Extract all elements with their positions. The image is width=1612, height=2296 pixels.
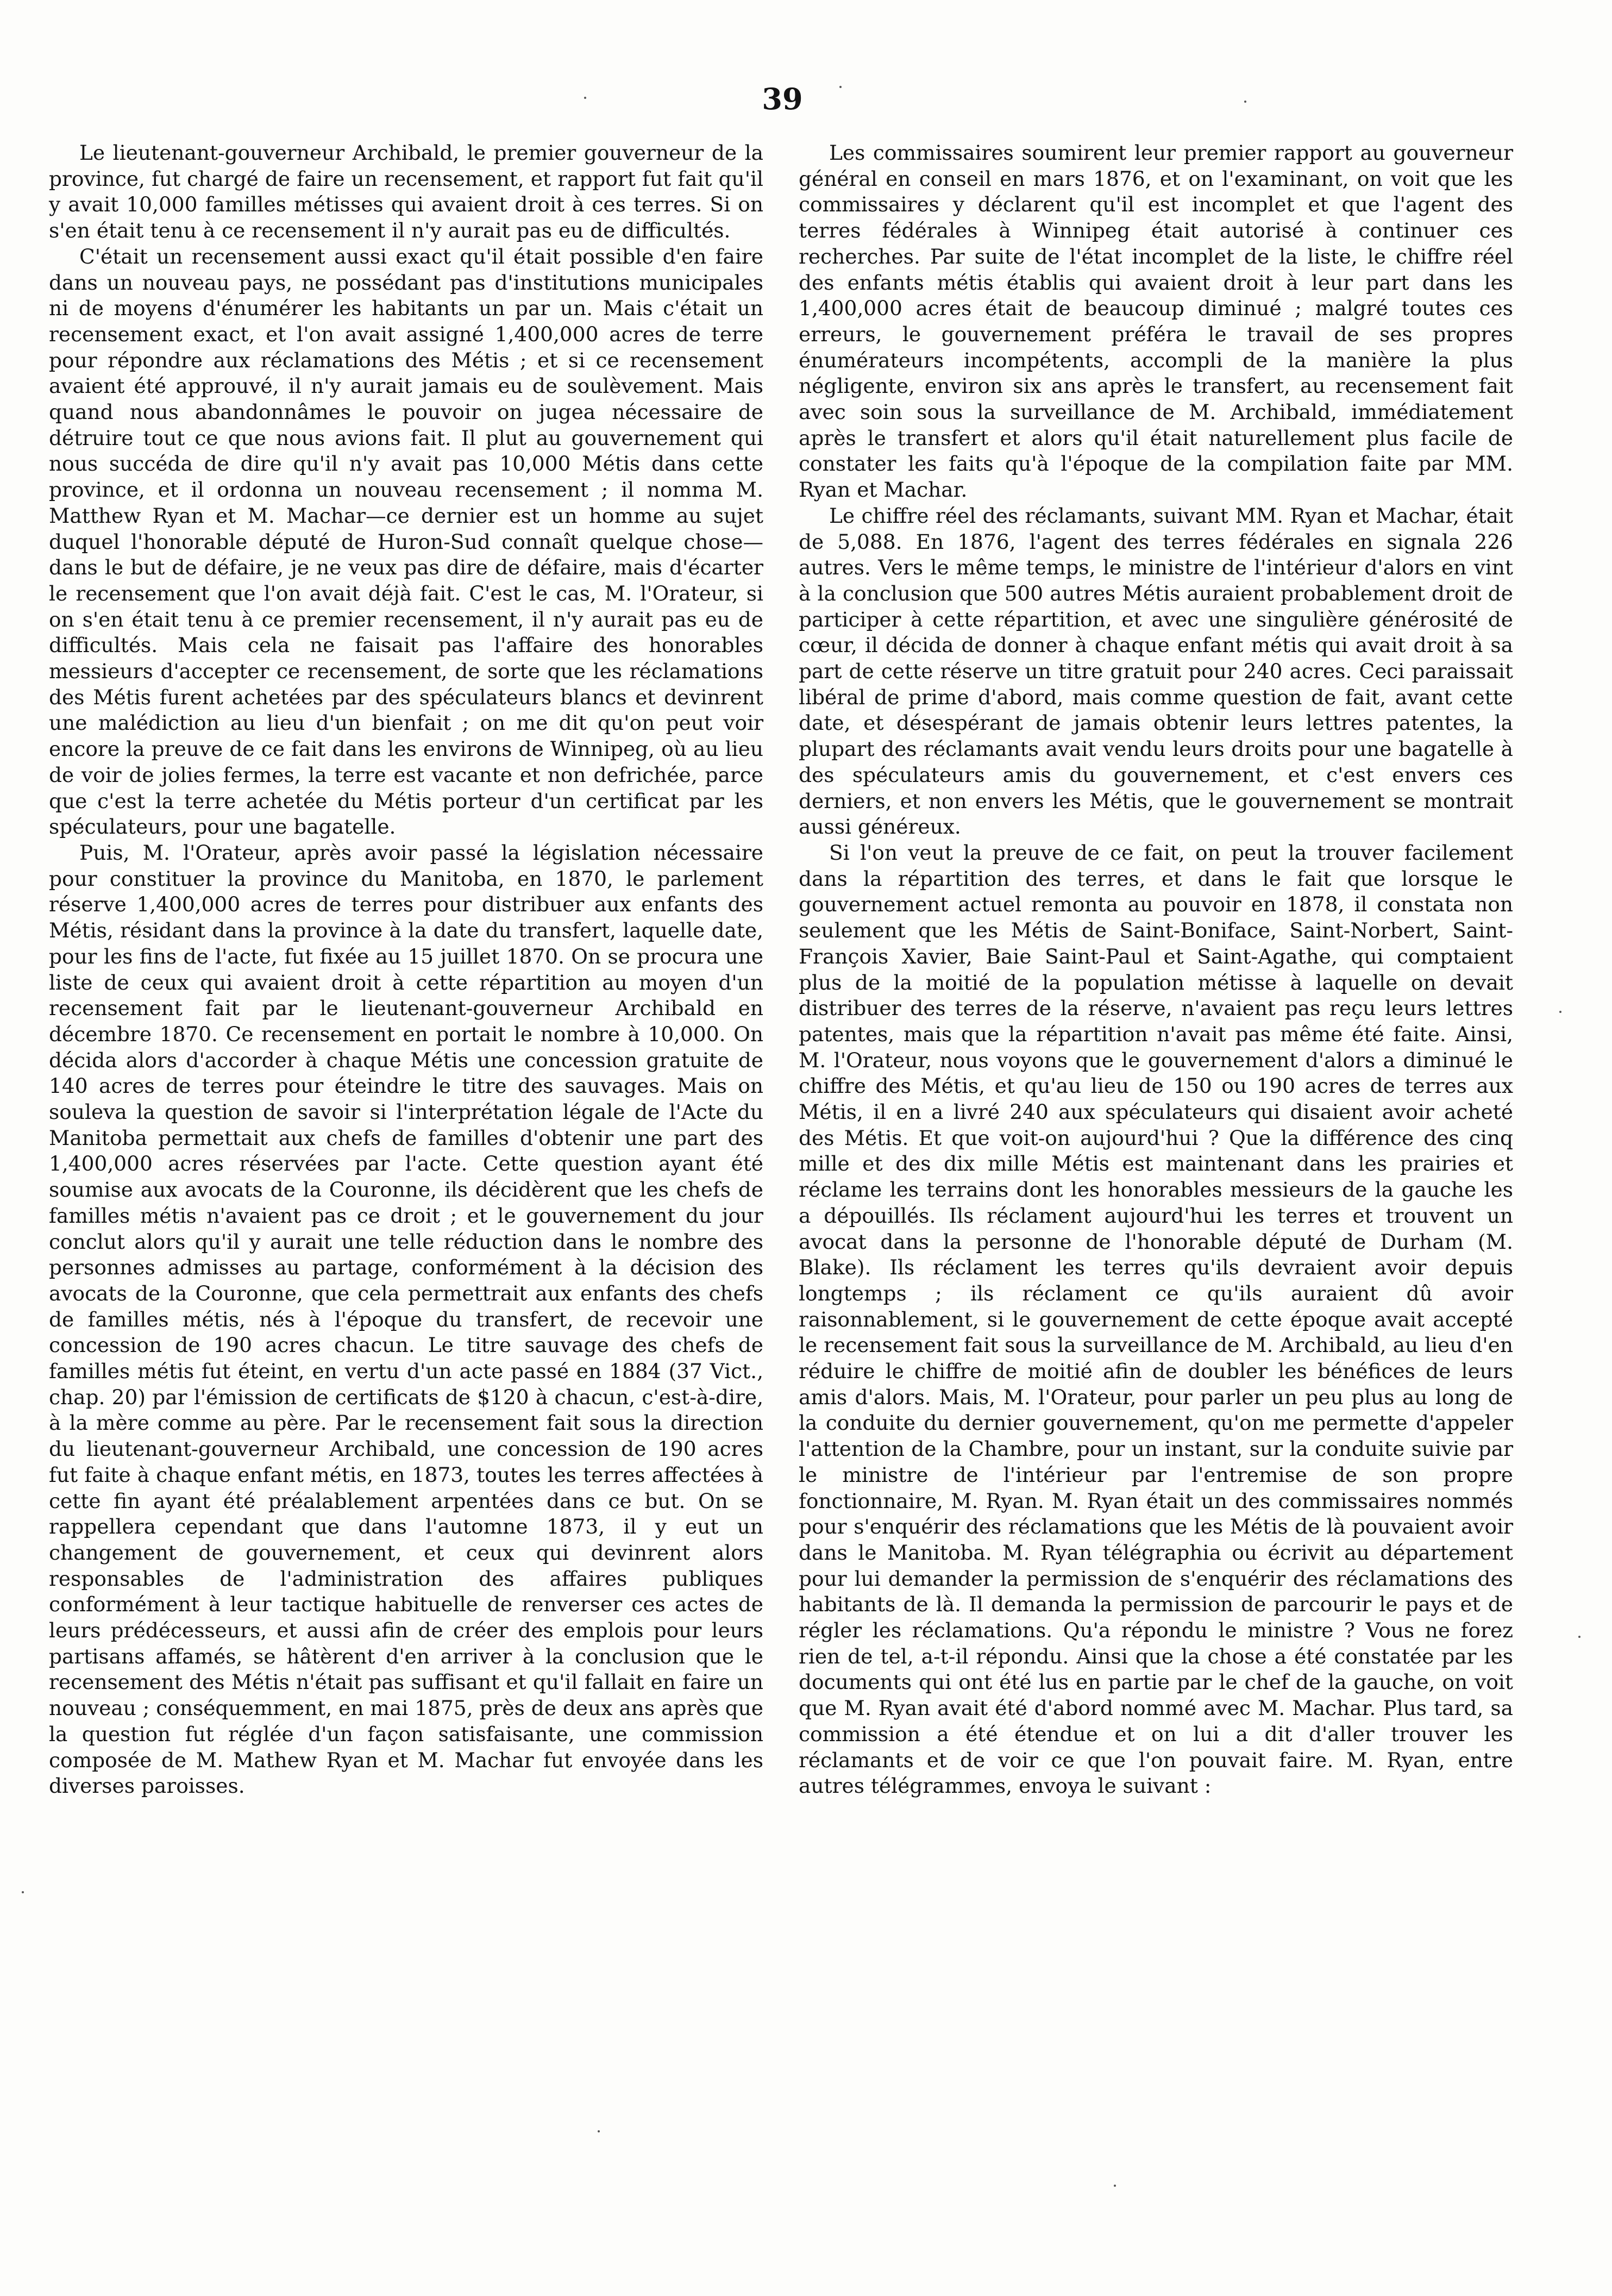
paragraph: Le chiffre réel des réclamants, suivant MM. Ryan et Machar, était de 5,088. En 1876, l'agent des terres fédérales en signala 226 autres. Vers le même temps, le ministre de l'intérieur d'alors en vint à la conclusion que 500 autres Métis auraient probablement droit de participer à cette répartition, et avec une singulière générosité de cœur, il décida de donner à chaque enfant métis qui avait droit à sa part de cette réserve un titre gratuit pour 240 acres. Ceci paraissait libéral de prime d'abord, mais comme question de fait, avant cette date, et désespérant de jamais obtenir leurs lettres patentes, la plupart des réclamants avait vendu leurs droits pour une bagatelle à des spéculateurs amis du gouvernement, et c'est envers ces derniers, et non envers les Métis, que le gouvernement se montrait aussi généreux. xyxy=(799,503,1513,839)
scan-speck xyxy=(22,1891,24,1893)
scan-speck xyxy=(1114,2185,1116,2187)
right-column xyxy=(799,140,1513,1799)
paragraph: Le lieutenant-gouverneur Archibald, le premier gouverneur de la province, fut chargé de faire un recensement, et rapport fut fait qu'il y avait 10,000 familles métisses qui avaient droit à ces terres. Si on s'en était tenu à ce recensement il n'y aurait pas eu de difficultés. xyxy=(49,141,763,243)
paragraph: Si l'on veut la preuve de ce fait, on peut la trouver facilement dans la répartition des terres, et dans le fait que lorsque le gouvernement actuel remonta au pouvoir en 1878, il constata non seulement que les Métis de Saint-Boniface, Saint-Norbert, Saint-François Xavier, Baie Saint-Paul et Saint-Agathe, qui comptaient plus de la moitié de la population métisse à laquelle on devait distribuer des terres de la réserve, n'avaient pas reçu leurs lettres patentes, mais que la répartition n'avait pas même été faite. Ainsi, M. l'Orateur, nous voyons que le gouvernement d'alors a diminué le chiffre des Métis, et qu'au lieu de 150 ou 190 acres de terres aux Métis, il en a livré 240 aux spéculateurs qui disaient avoir acheté des Métis. Et que voit-on aujourd'hui ? Que la différence des cinq mille et des dix mille Métis est maintenant dans les prairies et réclame les terrains dont les honorables messieurs de la gauche les a dépouillés. Ils réclament aujourd'hui les terres et trouvent un avocat dans la personne de l'honorable député de Durham (M. Blake). Ils réclament les terres qu'ils devraient avoir depuis longtemps ; ils réclament ce qu'ils auraient dû avoir raisonnablement, si le gouvernement de cette époque avait accepté le recensement fait sous la surveillance de M. Archibald, au lieu d'en réduire le chiffre de moitié afin de doubler les bénéfices de leurs amis d'alors. Mais, M. l'Orateur, pour parler un peu plus au long de la conduite du dernier gouvernement, qu'on me permette d'appeler l'attention de la Chambre, pour un instant, sur la conduite suivie par le ministre de l'intérieur par l'entremise de son propre fonctionnaire, M. Ryan. M. Ryan était un des commissaires nommés pour s'enquérir des réclamations que les Métis de là pouvaient avoir dans le Manitoba. M. Ryan télégraphia ou écrivit au département pour lui demander la permission de s'enquérir des réclamations des habitants de là. Il demanda la permission de parcourir le pays et de régler les réclamations. Qu'a répondu le ministre ? Vous ne forez rien de tel, a-t-il répondu. Ainsi que la chose a été constatée par les documents qui ont été lus en partie par le chef de la gauche, on voit que M. Ryan avait été d'abord nommé avec M. Machar. Plus tard, sa commission a été étendue et on lui a dit d'aller trouver les réclamants et de voir ce que l'on pouvait faire. M. Ryan, entre autres télégrammes, envoya le suivant : xyxy=(799,840,1513,1798)
left-column xyxy=(49,140,763,1799)
scan-speck xyxy=(598,2130,600,2132)
page-number: 39 xyxy=(762,82,803,116)
paragraph: C'était un recensement aussi exact qu'il était possible d'en faire dans un nouveau pays, ne possédant pas d'institutions municipales ni de moyens d'énumérer les habitants un par un. Mais c'était un recensement exact, et l'on avait assigné 1,400,000 acres de terre pour répondre aux réclamations des Métis ; et si ce recensement avaient été approuvé, il n'y aurait jamais eu de soulèvement. Mais quand nous abandonnâmes le pouvoir on jugea nécessaire de détruire tout ce que nous avions fait. Il plut au gouvernement qui nous succéda de dire qu'il n'y avait pas 10,000 Métis dans cette province, et il ordonna un nouveau recensement ; il nomma M. Matthew Ryan et M. Machar—ce dernier est un homme au sujet duquel l'honorable député de Huron-Sud connaît quelque chose—dans le but de défaire, je ne veux pas dire de défaire, mais d'écarter le recensement que l'on avait déjà fait. C'est le cas, M. l'Orateur, si on s'en était tenu à ce premier recensement, il n'y aurait pas eu de difficultés. Mais cela ne faisait pas l'affaire des honorables messieurs d'accepter ce recensement, de sorte que les réclamations des Métis furent achetées par des spéculateurs blancs et devinrent une malédiction au lieu d'un bienfait ; on me dit qu'on peut voir encore la preuve de ce fait dans les environs de Winnipeg, où au lieu de voir de jolies fermes, la terre est vacante et non defrichée, parce que c'est la terre achetée du Métis porteur d'un certificat par les spéculateurs, pour une bagatelle. xyxy=(49,244,763,839)
scan-speck xyxy=(839,86,842,88)
paragraph: Les commissaires soumirent leur premier rapport au gouverneur général en conseil en mars 1876, et on l'examinant, on voit que les commissaires y déclarent qu'il est incomplet et que l'agent des terres fédérales à Winnipeg était autorisé à continuer ces recherches. Par suite de l'état incomplet de la liste, le chiffre réel des enfants métis établis qui avaient droit à leur part dans les 1,400,000 acres était de beaucoup diminué ; malgré toutes ces erreurs, le gouvernement préféra le travail de ses propres énumérateurs incompétents, accompli de la manière la plus négligente, environ six ans après le transfert, au recensement fait avec soin sous la surveillance de M. Archibald, immédiatement après le transfert et alors qu'il était naturellement plus facile de constater les faits qu'à l'époque de la compilation faite par MM. Ryan et Machar. xyxy=(799,141,1513,502)
scan-speck xyxy=(584,97,586,99)
scan-speck xyxy=(1244,101,1246,103)
paragraph: Puis, M. l'Orateur, après avoir passé la législation nécessaire pour constituer la province du Manitoba, en 1870, le parlement réserve 1,400,000 acres de terres pour distribuer aux enfants des Métis, résidant dans la province à la date du transfert, laquelle date, pour les fins de l'acte, fut fixée au 15 juillet 1870. On se procura une liste de ceux qui avaient droit à cette répartition au moyen d'un recensement fait par le lieutenant-gouverneur Archibald en décembre 1870. Ce recensement en portait le nombre à 10,000. On décida alors d'accorder à chaque Métis une concession gratuite de 140 acres de terres pour éteindre le titre des sauvages. Mais on souleva la question de savoir si l'interprétation légale de l'Acte du Manitoba permettait aux chefs de familles d'obtenir une part des 1,400,000 acres réservées par l'acte. Cette question ayant été soumise aux avocats de la Couronne, ils décidèrent que les chefs de familles métis n'avaient pas ce droit ; et le gouvernement du jour conclut alors qu'il y aurait une telle réduction dans le nombre des personnes admisses au partage, conformément à la décision des avocats de la Couronne, que cela permettrait aux enfants des chefs de familles métis, nés à l'époque du transfert, de recevoir une concession de 190 acres chacun. Le titre sauvage des chefs de familles métis fut éteint, en vertu d'un acte passé en 1884 (37 Vict., chap. 20) par l'émission de certificats de $120 à chacun, c'est-à-dire, à la mère comme au père. Par le recensement fait sous la direction du lieutenant-gouverneur Archibald, une concession de 190 acres fut faite à chaque enfant métis, en 1873, toutes les terres affectées à cette fin ayant été préalablement arpentées dans ce but. On se rappellera cependant que dans l'automne 1873, il y eut un changement de gouvernement, et ceux qui devinrent alors responsables de l'administration des affaires publiques conformément à leur tactique habituelle de renverser ces actes de leurs prédécesseurs, et aussi afin de créer des emplois pour leurs partisans affamés, se hâtèrent d'en arriver à la conclusion que le recensement des Métis n'était pas suffisant et qu'il fallait en faire un nouveau ; conséquemment, en mai 1875, près de deux ans après que la question fut réglée d'un façon satisfaisante, une commission composée de M. Mathew Ryan et M. Machar fut envoyée dans les diverses paroisses. xyxy=(49,840,763,1798)
scan-speck xyxy=(1578,1636,1580,1638)
scan-speck xyxy=(1559,1011,1561,1013)
